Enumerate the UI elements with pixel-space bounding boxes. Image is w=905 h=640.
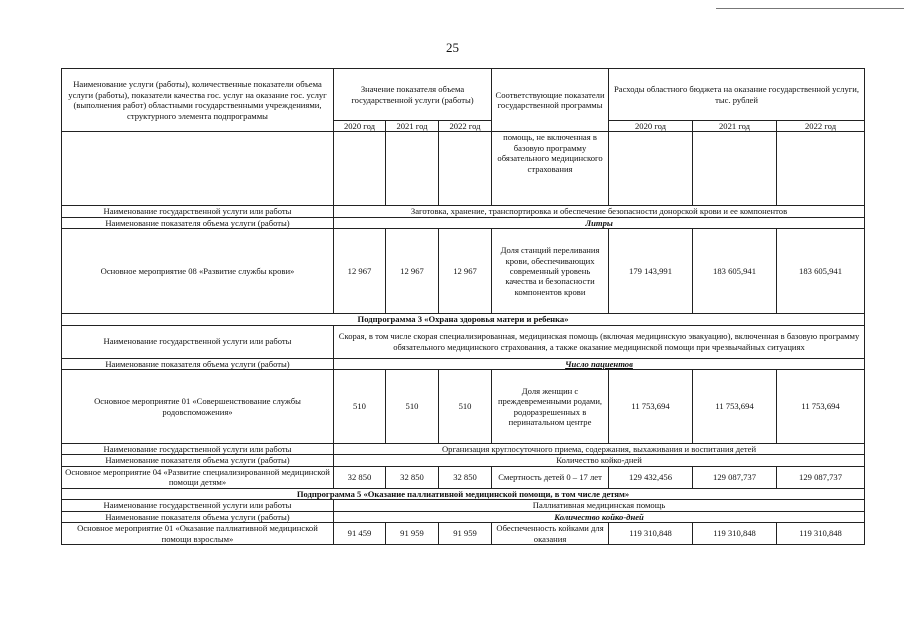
year-cell: 2022 год bbox=[439, 121, 492, 132]
row-label: Наименование показателя объема услуги (работы) bbox=[62, 358, 334, 369]
header-row bbox=[62, 69, 865, 121]
expense-cell: 11 753,694 bbox=[693, 370, 777, 444]
row-label: Наименование показателя объема услуги (работы) bbox=[62, 511, 334, 522]
row-value: Литры bbox=[334, 217, 865, 228]
table-row bbox=[62, 466, 865, 488]
table-row bbox=[62, 511, 865, 522]
table-row bbox=[62, 358, 865, 369]
row-value: Число пациентов bbox=[334, 358, 865, 369]
expense-cell: 119 310,848 bbox=[777, 523, 865, 545]
volume-cell: 12 967 bbox=[386, 229, 439, 314]
row-label: Наименование государственной услуги или работы bbox=[62, 500, 334, 511]
expense-cell: 183 605,941 bbox=[777, 229, 865, 314]
expense-cell: 129 087,737 bbox=[777, 466, 865, 488]
expense-cell: 129 087,737 bbox=[693, 466, 777, 488]
expense-cell: 11 753,694 bbox=[777, 370, 865, 444]
volume-cell: 91 959 bbox=[439, 523, 492, 545]
volume-cell: 91 959 bbox=[386, 523, 439, 545]
row-label: Наименование государственной услуги или работы bbox=[62, 206, 334, 217]
event-cell: Основное мероприятие 01 «Оказание паллиативной медицинской помощи взрослым» bbox=[62, 523, 334, 545]
table-row bbox=[62, 325, 865, 358]
row-label: Наименование показателя объема услуги (работы) bbox=[62, 455, 334, 466]
expense-cell: 179 143,991 bbox=[609, 229, 693, 314]
header-expenses-cell: Расходы областного бюджета на оказание государственной услуги, тыс. рублей bbox=[609, 69, 865, 121]
table-row bbox=[62, 206, 865, 217]
row-label: Наименование государственной услуги или работы bbox=[62, 325, 334, 358]
event-cell: Основное мероприятие 01 «Совершенствование службы родовспоможения» bbox=[62, 370, 334, 444]
expense-cell: 119 310,848 bbox=[693, 523, 777, 545]
volume-cell: 510 bbox=[439, 370, 492, 444]
header-volume-cell: Значение показателя объема государственной услуги (работы) bbox=[334, 69, 492, 121]
volume-cell: 32 850 bbox=[334, 466, 386, 488]
subprogram-title-row bbox=[62, 314, 865, 325]
volume-cell: 12 967 bbox=[439, 229, 492, 314]
top-rule bbox=[716, 8, 904, 9]
subprogram-title-row bbox=[62, 488, 865, 499]
table-row bbox=[62, 500, 865, 511]
volume-cell: 12 967 bbox=[334, 229, 386, 314]
row-label: Наименование государственной услуги или работы bbox=[62, 444, 334, 455]
event-cell: Основное мероприятие 04 «Развитие специализированной медицинской помощи детям» bbox=[62, 466, 334, 488]
row-value: Количество койко-дней bbox=[334, 511, 865, 522]
table-row bbox=[62, 370, 865, 444]
expense-cell: 11 753,694 bbox=[609, 370, 693, 444]
expense-cell: 119 310,848 bbox=[609, 523, 693, 545]
year-cell: 2021 год bbox=[693, 121, 777, 132]
volume-cell: 510 bbox=[334, 370, 386, 444]
table-row bbox=[62, 523, 865, 545]
table-row bbox=[62, 217, 865, 228]
table-row bbox=[62, 229, 865, 314]
subprogram-title: Подпрограмма 3 «Охрана здоровья матери и ребенка» bbox=[62, 314, 865, 325]
program-indicator-cell: Смертность детей 0 – 17 лет bbox=[492, 466, 609, 488]
program-indicator-cell: Доля женщин с преждевременными родами, родоразрешенных в перинатальном центре bbox=[492, 370, 609, 444]
header-name-cell: Наименование услуги (работы), количественные показатели объема услуги (работы), показатели качества гос. услуг на оказание гос. услуг (выполнения работ) областными государственными учреждениями, структурного элемента подпрограммы bbox=[62, 69, 334, 132]
row-value: Количество койко-дней bbox=[334, 455, 865, 466]
page-number: 25 bbox=[446, 40, 459, 55]
row-label: Наименование показателя объема услуги (работы) bbox=[62, 217, 334, 228]
volume-cell: 510 bbox=[386, 370, 439, 444]
header-programs-cell: Соответствующие показатели государственной программы bbox=[492, 69, 609, 132]
expense-cell: 129 432,456 bbox=[609, 466, 693, 488]
row-value: Скорая, в том числе скорая специализированная, медицинская помощь (включая медицинскую эвакуацию), включенная в базовую программу обязательного медицинского страхования, а также оказание медицинской помощи при чрезвычайных ситуациях bbox=[334, 325, 865, 358]
volume-cell: 91 459 bbox=[334, 523, 386, 545]
year-cell: 2020 год bbox=[609, 121, 693, 132]
volume-cell: 32 850 bbox=[386, 466, 439, 488]
event-cell: Основное мероприятие 08 «Развитие службы крови» bbox=[62, 229, 334, 314]
year-cell: 2021 год bbox=[386, 121, 439, 132]
continuation-row bbox=[62, 132, 865, 206]
expense-cell: 183 605,941 bbox=[693, 229, 777, 314]
row-value: Паллиативная медицинская помощь bbox=[334, 500, 865, 511]
volume-cell: 32 850 bbox=[439, 466, 492, 488]
continuation-cell: помощь, не включенная в базовую программу обязательного медицинского страхования bbox=[492, 132, 609, 206]
table-row bbox=[62, 455, 865, 466]
budget-table bbox=[61, 68, 865, 545]
row-value: Организация круглосуточного приема, содержания, выхаживания и воспитания детей bbox=[334, 444, 865, 455]
year-cell: 2020 год bbox=[334, 121, 386, 132]
program-indicator-cell: Доля станций переливания крови, обеспечивающих современный уровень качества и безопасности компонентов крови bbox=[492, 229, 609, 314]
table-row bbox=[62, 444, 865, 455]
year-cell: 2022 год bbox=[777, 121, 865, 132]
subprogram-title: Подпрограмма 5 «Оказание паллиативной медицинской помощи, в том числе детям» bbox=[62, 488, 865, 499]
program-indicator-cell: Обеспеченность койками для оказания bbox=[492, 523, 609, 545]
row-value: Заготовка, хранение, транспортировка и обеспечение безопасности донорской крови и ее компонентов bbox=[334, 206, 865, 217]
